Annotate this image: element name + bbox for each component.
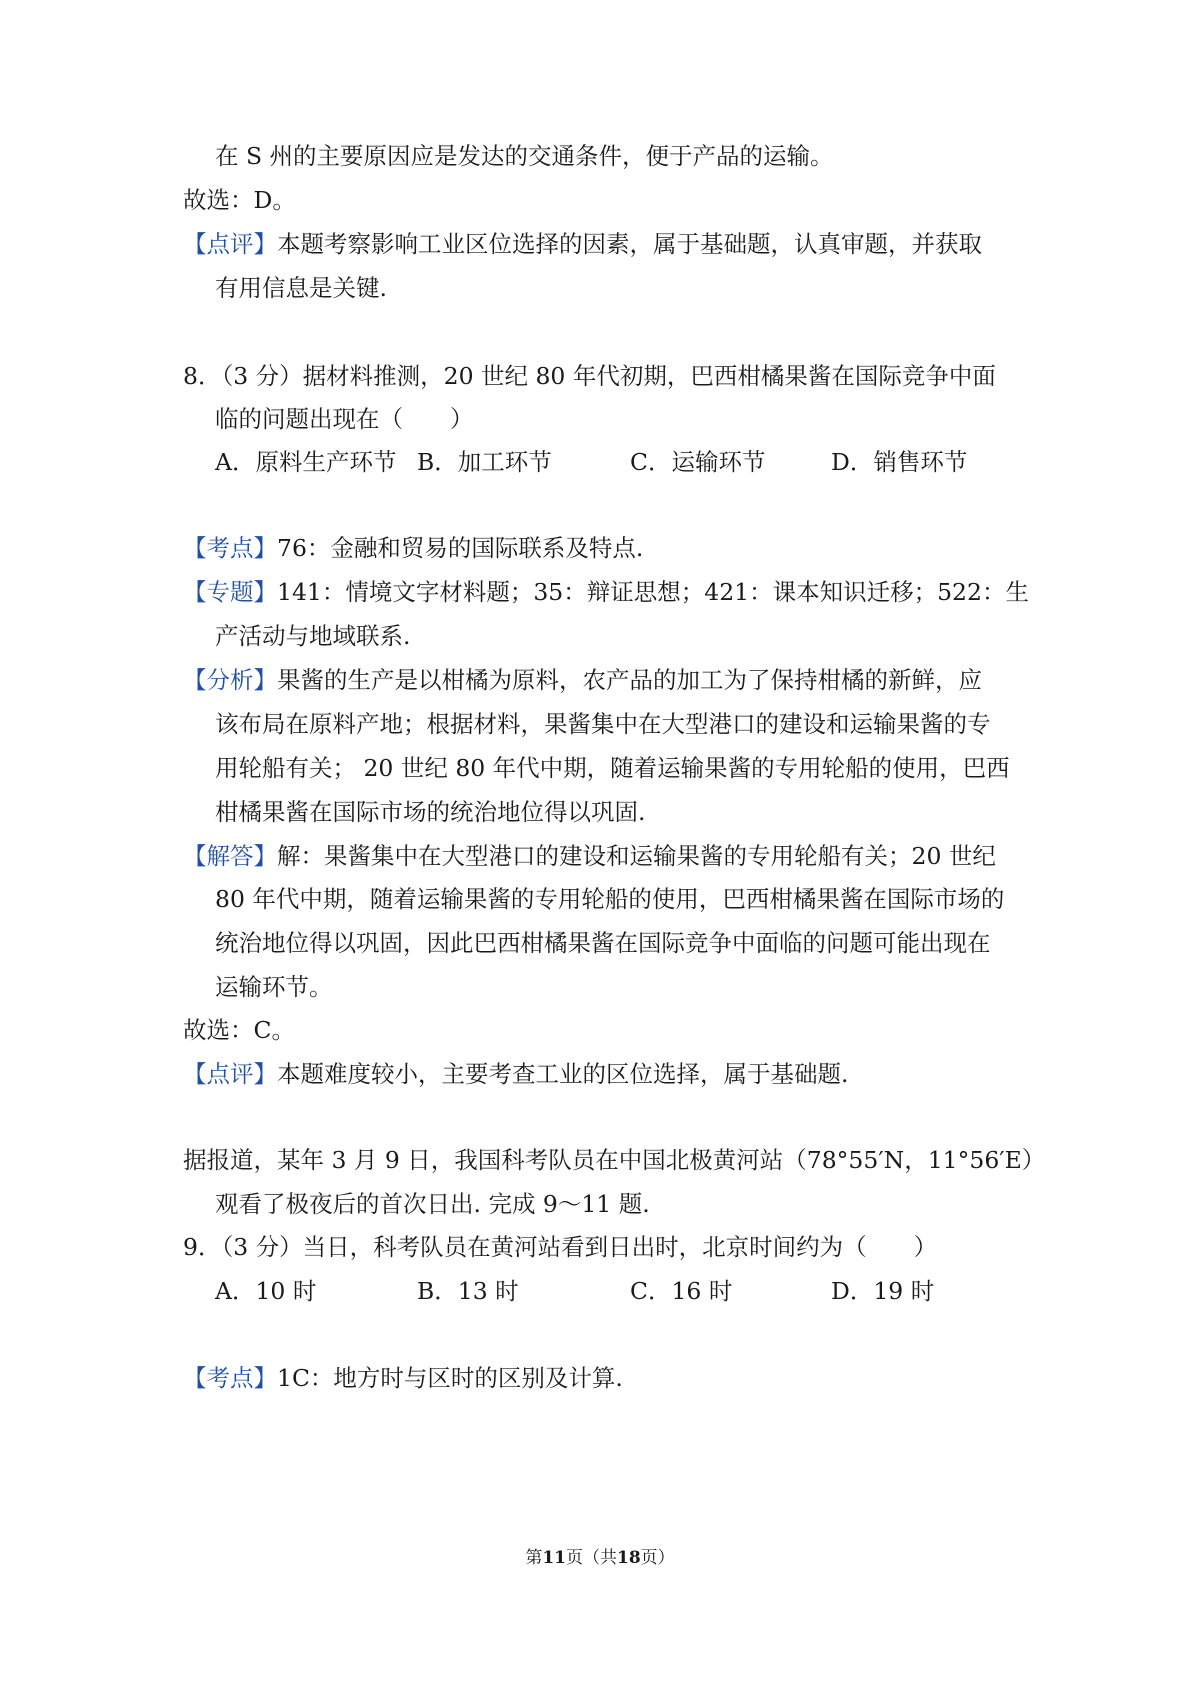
q8-zhuanti-text-2: 产活动与地域联系. bbox=[215, 622, 411, 650]
q8-stem-1: 8．（3 分）据材料推测，20 世纪 80 年代初期，巴西柑橘果酱在国际竞争中面 bbox=[183, 362, 996, 390]
q8-answer: 故选：C。 bbox=[183, 1016, 295, 1044]
q8-zhuanti-text-1: 141：情境文字材料题；35：辩证思想；421：课本知识迁移；522：生 bbox=[277, 578, 1029, 606]
q7-review-text-2: 有用信息是关键. bbox=[215, 274, 387, 302]
review-tag: 【点评】 bbox=[183, 230, 277, 258]
q8-fenxi-text-3: 用轮船有关； 20 世纪 80 年代中期，随着运输果酱的专用轮船的使用，巴西 bbox=[215, 754, 1010, 782]
q8-jieda-text-2: 80 年代中期，随着运输果酱的专用轮船的使用，巴西柑橘果酱在国际市场的 bbox=[215, 885, 1005, 913]
q8-jieda bbox=[183, 840, 1063, 872]
kaodian-tag: 【考点】 bbox=[183, 534, 277, 562]
q8-review bbox=[183, 1058, 1063, 1090]
q8-option-b: B．加工环节 bbox=[417, 448, 552, 476]
q8-review-text: 本题难度较小，主要考查工业的区位选择，属于基础题. bbox=[277, 1060, 849, 1088]
q8-kaodian-text: 76：金融和贸易的国际联系及特点. bbox=[277, 534, 644, 562]
review-tag: 【点评】 bbox=[183, 1060, 277, 1088]
page-footer bbox=[0, 1546, 1200, 1570]
q7-review-text-1: 本题考察影响工业区位选择的因素，属于基础题，认真审题，并获取 bbox=[277, 230, 982, 258]
q9-kaodian bbox=[183, 1362, 1063, 1394]
q7-review bbox=[183, 228, 1063, 260]
footer-prefix: 第 bbox=[525, 1548, 543, 1568]
q8-option-a: A．原料生产环节 bbox=[215, 448, 397, 476]
q9-option-c: C．16 时 bbox=[630, 1277, 733, 1305]
q9-stem: 9．（3 分）当日，科考队员在黄河站看到日出时，北京时间约为（ ） bbox=[183, 1233, 938, 1261]
q8-zhuanti bbox=[183, 576, 1063, 608]
q8-jieda-text-3: 统治地位得以巩固，因此巴西柑橘果酱在国际竞争中面临的问题可能出现在 bbox=[215, 929, 991, 957]
q8-option-c: C．运输环节 bbox=[630, 448, 766, 476]
q8-fenxi-text-4: 柑橘果酱在国际市场的统治地位得以巩固. bbox=[215, 798, 646, 826]
footer-suffix: 页） bbox=[640, 1548, 675, 1568]
zhuanti-tag: 【专题】 bbox=[183, 578, 277, 606]
q8-jieda-text-4: 运输环节。 bbox=[215, 973, 333, 1001]
q7-answer: 故选：D。 bbox=[183, 186, 296, 214]
q8-kaodian bbox=[183, 532, 1063, 564]
q9-kaodian-text: 1C：地方时与区时的区别及计算. bbox=[277, 1364, 623, 1392]
q8-jieda-text-1: 解：果酱集中在大型港口的建设和运输果酱的专用轮船有关；20 世纪 bbox=[277, 842, 996, 870]
q8-fenxi-text-1: 果酱的生产是以柑橘为原料，农产品的加工为了保持柑橘的新鲜，应 bbox=[277, 666, 982, 694]
q8-stem-2: 临的问题出现在（ ） bbox=[215, 405, 474, 433]
footer-page-number: 11 bbox=[542, 1548, 566, 1568]
q8-fenxi bbox=[183, 664, 1063, 696]
jieda-tag: 【解答】 bbox=[183, 842, 277, 870]
fenxi-tag: 【分析】 bbox=[183, 666, 277, 694]
passage-line-1: 据报道，某年 3 月 9 日，我国科考队员在中国北极黄河站（78°55′N，11°56′E） bbox=[183, 1146, 1046, 1174]
kaodian-tag: 【考点】 bbox=[183, 1364, 277, 1392]
q8-fenxi-text-2: 该布局在原料产地；根据材料，果酱集中在大型港口的建设和运输果酱的专 bbox=[215, 710, 991, 738]
footer-middle: 页（共 bbox=[566, 1548, 617, 1568]
q7-text-line: 在 S 州的主要原因应是发达的交通条件，便于产品的运输。 bbox=[215, 142, 834, 170]
passage-line-2: 观看了极夜后的首次日出. 完成 9～11 题. bbox=[215, 1190, 650, 1218]
footer-total-pages: 18 bbox=[617, 1548, 641, 1568]
q9-option-d: D．19 时 bbox=[831, 1277, 935, 1305]
q9-option-b: B．13 时 bbox=[417, 1277, 519, 1305]
q8-option-d: D．销售环节 bbox=[831, 448, 968, 476]
q9-option-a: A．10 时 bbox=[215, 1277, 317, 1305]
